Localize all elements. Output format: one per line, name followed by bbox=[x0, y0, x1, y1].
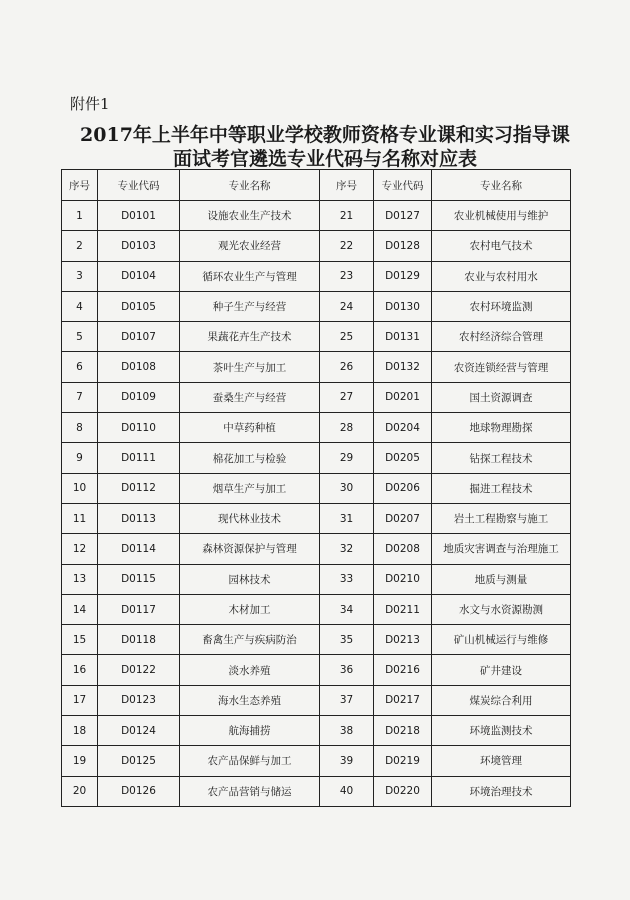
cell-code: D0111 bbox=[98, 443, 180, 473]
cell-name: 国土资源调查 bbox=[432, 382, 571, 412]
cell-seq: 24 bbox=[320, 291, 374, 321]
table-row bbox=[62, 746, 571, 776]
table-row bbox=[62, 776, 571, 806]
cell-seq: 29 bbox=[320, 443, 374, 473]
cell-name: 矿山机械运行与维修 bbox=[432, 625, 571, 655]
column-header-code: 专业代码 bbox=[98, 170, 180, 201]
cell-seq: 37 bbox=[320, 685, 374, 715]
cell-name: 木材加工 bbox=[180, 594, 320, 624]
table-body bbox=[62, 201, 571, 807]
cell-seq: 5 bbox=[62, 322, 98, 352]
cell-code: D0115 bbox=[98, 564, 180, 594]
cell-name: 种子生产与经营 bbox=[180, 291, 320, 321]
cell-name: 循环农业生产与管理 bbox=[180, 261, 320, 291]
cell-seq: 39 bbox=[320, 746, 374, 776]
table-row bbox=[62, 201, 571, 231]
column-header-seq: 序号 bbox=[320, 170, 374, 201]
cell-name: 森林资源保护与管理 bbox=[180, 534, 320, 564]
table-row bbox=[62, 473, 571, 503]
cell-name: 畜禽生产与疾病防治 bbox=[180, 625, 320, 655]
cell-seq: 18 bbox=[62, 716, 98, 746]
cell-code: D0131 bbox=[374, 322, 432, 352]
cell-code: D0128 bbox=[374, 231, 432, 261]
cell-name: 环境治理技术 bbox=[432, 776, 571, 806]
cell-name: 现代林业技术 bbox=[180, 503, 320, 533]
column-header-seq: 序号 bbox=[62, 170, 98, 201]
cell-name: 农村环境监测 bbox=[432, 291, 571, 321]
cell-seq: 21 bbox=[320, 201, 374, 231]
cell-name: 环境管理 bbox=[432, 746, 571, 776]
cell-name: 烟草生产与加工 bbox=[180, 473, 320, 503]
cell-code: D0125 bbox=[98, 746, 180, 776]
cell-name: 地质与测量 bbox=[432, 564, 571, 594]
cell-code: D0117 bbox=[98, 594, 180, 624]
cell-code: D0127 bbox=[374, 201, 432, 231]
column-header-name: 专业名称 bbox=[180, 170, 320, 201]
cell-code: D0132 bbox=[374, 352, 432, 382]
cell-code: D0130 bbox=[374, 291, 432, 321]
column-header-code: 专业代码 bbox=[374, 170, 432, 201]
cell-seq: 31 bbox=[320, 503, 374, 533]
cell-seq: 4 bbox=[62, 291, 98, 321]
cell-name: 海水生态养殖 bbox=[180, 685, 320, 715]
cell-code: D0210 bbox=[374, 564, 432, 594]
cell-seq: 3 bbox=[62, 261, 98, 291]
cell-name: 蚕桑生产与经营 bbox=[180, 382, 320, 412]
cell-seq: 32 bbox=[320, 534, 374, 564]
cell-seq: 20 bbox=[62, 776, 98, 806]
cell-seq: 10 bbox=[62, 473, 98, 503]
cell-code: D0113 bbox=[98, 503, 180, 533]
cell-code: D0201 bbox=[374, 382, 432, 412]
cell-name: 茶叶生产与加工 bbox=[180, 352, 320, 382]
cell-seq: 28 bbox=[320, 413, 374, 443]
cell-code: D0104 bbox=[98, 261, 180, 291]
cell-name: 中草药种植 bbox=[180, 413, 320, 443]
specialty-code-table bbox=[61, 169, 571, 807]
table-row bbox=[62, 382, 571, 412]
table-row bbox=[62, 503, 571, 533]
cell-seq: 30 bbox=[320, 473, 374, 503]
cell-seq: 14 bbox=[62, 594, 98, 624]
cell-code: D0208 bbox=[374, 534, 432, 564]
table-row bbox=[62, 564, 571, 594]
cell-code: D0129 bbox=[374, 261, 432, 291]
cell-name: 岩土工程勘察与施工 bbox=[432, 503, 571, 533]
cell-name: 设施农业生产技术 bbox=[180, 201, 320, 231]
cell-seq: 7 bbox=[62, 382, 98, 412]
table-row bbox=[62, 413, 571, 443]
table-row bbox=[62, 655, 571, 685]
cell-seq: 16 bbox=[62, 655, 98, 685]
cell-name: 农产品营销与储运 bbox=[180, 776, 320, 806]
cell-name: 矿井建设 bbox=[432, 655, 571, 685]
cell-code: D0220 bbox=[374, 776, 432, 806]
cell-name: 掘进工程技术 bbox=[432, 473, 571, 503]
table-row bbox=[62, 443, 571, 473]
cell-code: D0216 bbox=[374, 655, 432, 685]
cell-seq: 26 bbox=[320, 352, 374, 382]
cell-name: 农产品保鲜与加工 bbox=[180, 746, 320, 776]
cell-seq: 13 bbox=[62, 564, 98, 594]
cell-code: D0124 bbox=[98, 716, 180, 746]
cell-seq: 12 bbox=[62, 534, 98, 564]
cell-code: D0122 bbox=[98, 655, 180, 685]
cell-code: D0109 bbox=[98, 382, 180, 412]
cell-code: D0207 bbox=[374, 503, 432, 533]
cell-code: D0205 bbox=[374, 443, 432, 473]
cell-seq: 27 bbox=[320, 382, 374, 412]
cell-name: 观光农业经营 bbox=[180, 231, 320, 261]
cell-seq: 35 bbox=[320, 625, 374, 655]
cell-code: D0101 bbox=[98, 201, 180, 231]
cell-name: 钻探工程技术 bbox=[432, 443, 571, 473]
cell-name: 地球物理勘探 bbox=[432, 413, 571, 443]
cell-name: 航海捕捞 bbox=[180, 716, 320, 746]
cell-seq: 8 bbox=[62, 413, 98, 443]
table-header-row bbox=[62, 170, 571, 201]
cell-code: D0204 bbox=[374, 413, 432, 443]
cell-name: 农业与农村用水 bbox=[432, 261, 571, 291]
cell-seq: 9 bbox=[62, 443, 98, 473]
cell-name: 棉花加工与检验 bbox=[180, 443, 320, 473]
cell-code: D0211 bbox=[374, 594, 432, 624]
cell-name: 淡水养殖 bbox=[180, 655, 320, 685]
cell-code: D0112 bbox=[98, 473, 180, 503]
cell-name: 地质灾害调查与治理施工 bbox=[432, 534, 571, 564]
cell-seq: 11 bbox=[62, 503, 98, 533]
cell-seq: 38 bbox=[320, 716, 374, 746]
cell-seq: 2 bbox=[62, 231, 98, 261]
table-row bbox=[62, 261, 571, 291]
table-row bbox=[62, 594, 571, 624]
cell-code: D0206 bbox=[374, 473, 432, 503]
table-row bbox=[62, 352, 571, 382]
cell-name: 农资连锁经营与管理 bbox=[432, 352, 571, 382]
table-row bbox=[62, 716, 571, 746]
cell-seq: 33 bbox=[320, 564, 374, 594]
cell-seq: 17 bbox=[62, 685, 98, 715]
cell-name: 园林技术 bbox=[180, 564, 320, 594]
cell-code: D0103 bbox=[98, 231, 180, 261]
table-row bbox=[62, 322, 571, 352]
cell-name: 农村电气技术 bbox=[432, 231, 571, 261]
cell-seq: 1 bbox=[62, 201, 98, 231]
cell-seq: 25 bbox=[320, 322, 374, 352]
cell-code: D0114 bbox=[98, 534, 180, 564]
page-title-line2: 面试考官遴选专业代码与名称对应表 bbox=[172, 148, 477, 170]
cell-seq: 15 bbox=[62, 625, 98, 655]
cell-name: 煤炭综合利用 bbox=[432, 685, 571, 715]
cell-code: D0108 bbox=[98, 352, 180, 382]
cell-code: D0118 bbox=[98, 625, 180, 655]
cell-seq: 22 bbox=[320, 231, 374, 261]
cell-code: D0105 bbox=[98, 291, 180, 321]
cell-seq: 36 bbox=[320, 655, 374, 685]
cell-code: D0126 bbox=[98, 776, 180, 806]
table-row bbox=[62, 291, 571, 321]
table-row bbox=[62, 685, 571, 715]
cell-code: D0213 bbox=[374, 625, 432, 655]
cell-name: 水文与水资源勘测 bbox=[432, 594, 571, 624]
cell-seq: 23 bbox=[320, 261, 374, 291]
cell-code: D0219 bbox=[374, 746, 432, 776]
cell-name: 农村经济综合管理 bbox=[432, 322, 571, 352]
cell-seq: 40 bbox=[320, 776, 374, 806]
page-title-line1: 2017年上半年中等职业学校教师资格专业课和实习指导课 bbox=[80, 124, 570, 146]
cell-seq: 6 bbox=[62, 352, 98, 382]
cell-name: 农业机械使用与维护 bbox=[432, 201, 571, 231]
cell-code: D0123 bbox=[98, 685, 180, 715]
table-row bbox=[62, 231, 571, 261]
table-row bbox=[62, 534, 571, 564]
cell-code: D0217 bbox=[374, 685, 432, 715]
cell-name: 果蔬花卉生产技术 bbox=[180, 322, 320, 352]
cell-seq: 34 bbox=[320, 594, 374, 624]
cell-name: 环境监测技术 bbox=[432, 716, 571, 746]
attachment-label: 附件1 bbox=[70, 95, 110, 113]
cell-seq: 19 bbox=[62, 746, 98, 776]
table-row bbox=[62, 625, 571, 655]
cell-code: D0218 bbox=[374, 716, 432, 746]
cell-code: D0110 bbox=[98, 413, 180, 443]
cell-code: D0107 bbox=[98, 322, 180, 352]
column-header-name: 专业名称 bbox=[432, 170, 571, 201]
